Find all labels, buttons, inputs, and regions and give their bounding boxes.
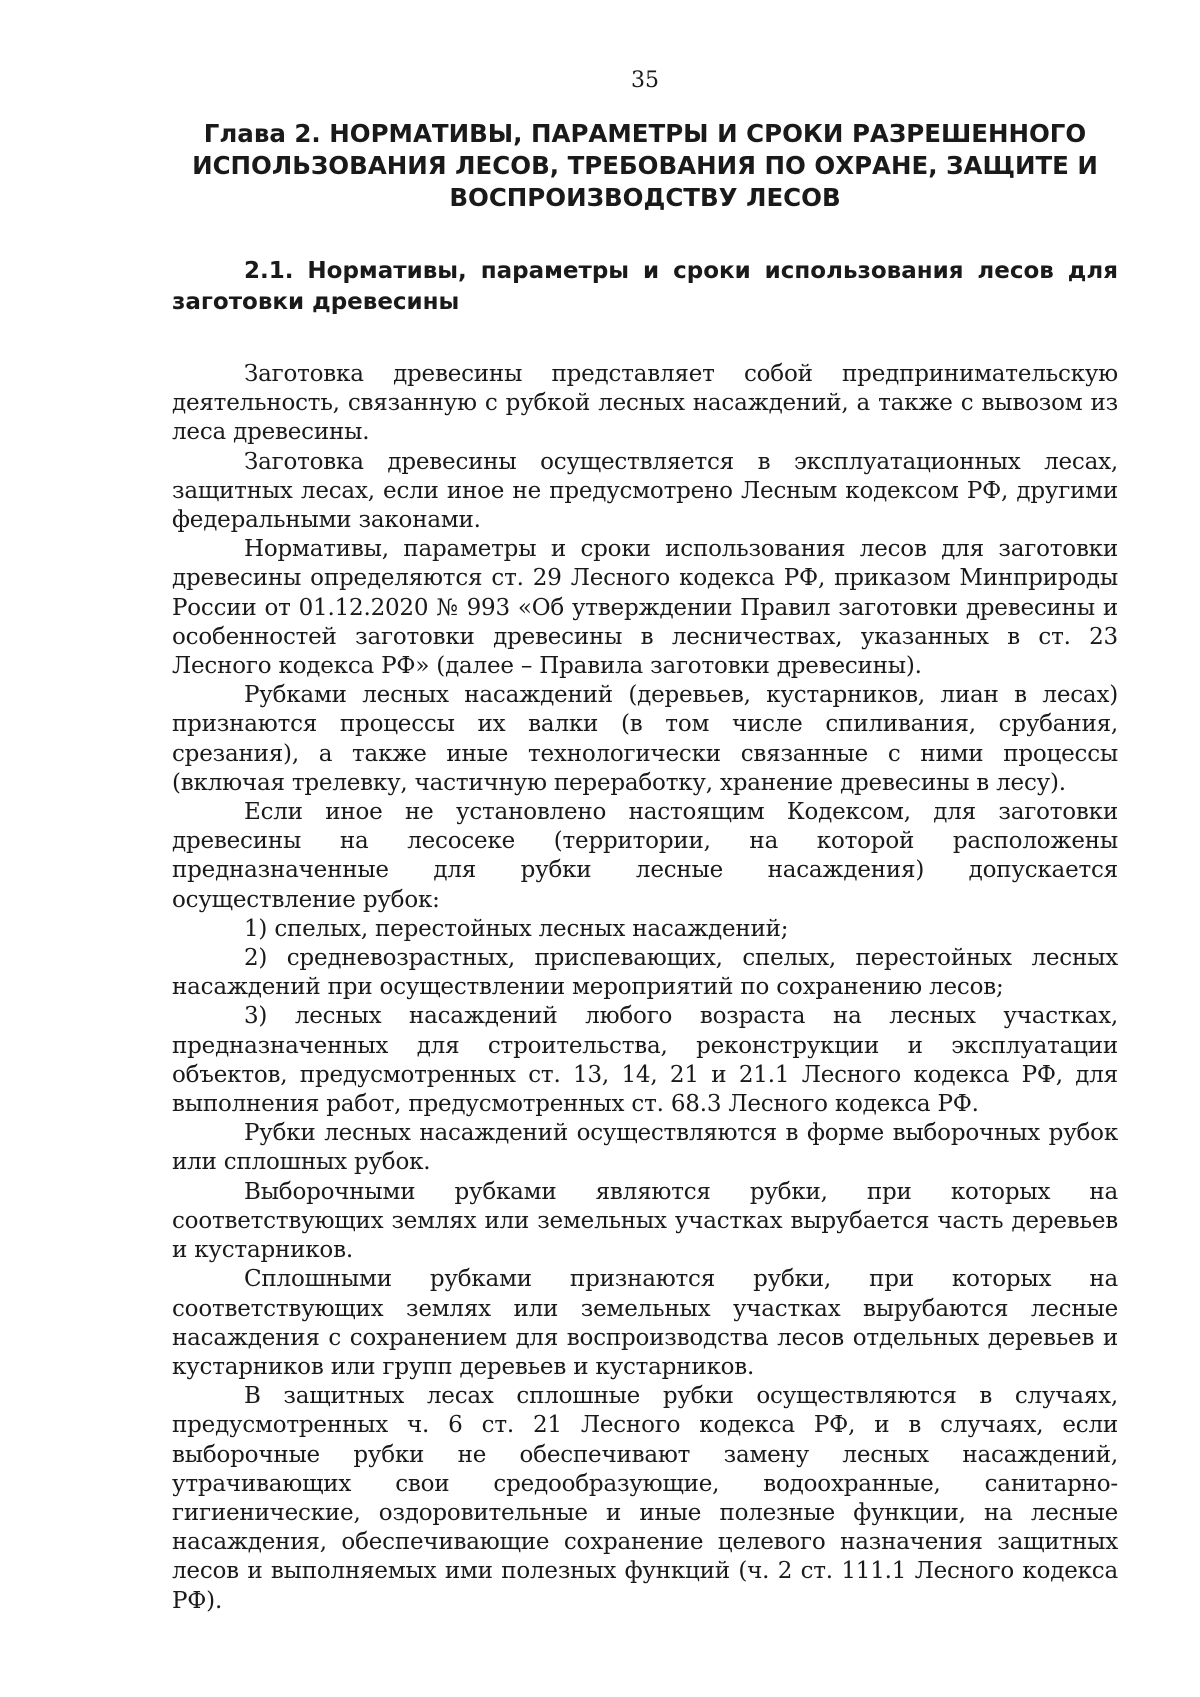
paragraph: Заготовка древесины представляет собой предпринимательскую деятельность, связанную с рубкой лесных насаждений, а также с вывозом из леса древесины. <box>172 361 1118 446</box>
list-item: 2) средневозрастных, приспевающих, спелых, перестойных лесных насаждений при осуществлении мероприятий по сохранению лесов; <box>172 945 1118 1001</box>
body-text <box>172 360 1118 1616</box>
paragraph: В защитных лесах сплошные рубки осуществляются в случаях, предусмотренных ч. 6 ст. 21 Лесного кодекса РФ, и в случаях, если выборочные рубки не обеспечивают замену лесных насаждений, утрачивающих свои средообразующие, водоохранные, санитарно-гигиенические, оздоровительные и иные полезные функции, на лесные насаждения, обеспечивающие сохранение целевого назначения защитных лесов и выполняемых ими полезных функций (ч. 2 ст. 111.1 Лесного кодекса РФ). <box>172 1383 1118 1614</box>
page-number: 35 <box>631 68 659 93</box>
chapter-title: Глава 2. НОРМАТИВЫ, ПАРАМЕТРЫ И СРОКИ РАЗРЕШЕННОГО ИСПОЛЬЗОВАНИЯ ЛЕСОВ, ТРЕБОВАНИЯ ПО ОХРАНЕ, ЗАЩИТЕ И ВОСПРОИЗВОДСТВУ ЛЕСОВ <box>192 119 1098 212</box>
paragraph: Сплошными рубками признаются рубки, при которых на соответствующих землях или земельных участках вырубаются лесные насаждения с сохранением для воспроизводства лесов отдельных деревьев и кустарников или групп деревьев и кустарников. <box>172 1266 1118 1380</box>
paragraph: Если иное не установлено настоящим Кодексом, для заготовки древесины на лесосеке (территории, на которой расположены предназначенные для рубки лесные насаждения) допускается осуществление рубок: <box>172 799 1118 913</box>
section-title: 2.1. Нормативы, параметры и сроки использования лесов для заготовки древесины <box>172 258 1118 315</box>
list-item: 1) спелых, перестойных лесных насаждений; <box>244 915 789 942</box>
paragraph: Заготовка древесины осуществляется в эксплуатационных лесах, защитных лесах, если иное не предусмотрено Лесным кодексом РФ, другими федеральными законами. <box>172 448 1118 534</box>
paragraph: Выборочными рубками являются рубки, при которых на соответствующих землях или земельных участках вырубается часть деревьев и кустарников. <box>172 1178 1118 1264</box>
paragraph: Рубки лесных насаждений осуществляются в форме выборочных рубок или сплошных рубок. <box>172 1120 1118 1176</box>
paragraph: Нормативы, параметры и сроки использования лесов для заготовки древесины определяются ст. 29 Лесного кодекса РФ, приказом Минприроды России от 01.12.2020 № 993 «Об утверждении Правил заготовки древесины и особенностей заготовки древесины в лесничествах, указанных в ст. 23 Лесного кодекса РФ» (далее – Правила заготовки древесины). <box>172 536 1118 680</box>
paragraph: Рубками лесных насаждений (деревьев, кустарников, лиан в лесах) признаются процессы их валки (в том числе спиливания, срубания, срезания), а также иные технологически связанные с ними процессы (включая трелевку, частичную переработку, хранение древесины в лесу). <box>172 682 1118 796</box>
list-item: 3) лесных насаждений любого возраста на лесных участках, предназначенных для строительства, реконструкции и эксплуатации объектов, предусмотренных ст. 13, 14, 21 и 21.1 Лесного кодекса РФ, для выполнения работ, предусмотренных ст. 68.3 Лесного кодекса РФ. <box>172 1003 1118 1118</box>
document-page <box>172 66 1118 1616</box>
